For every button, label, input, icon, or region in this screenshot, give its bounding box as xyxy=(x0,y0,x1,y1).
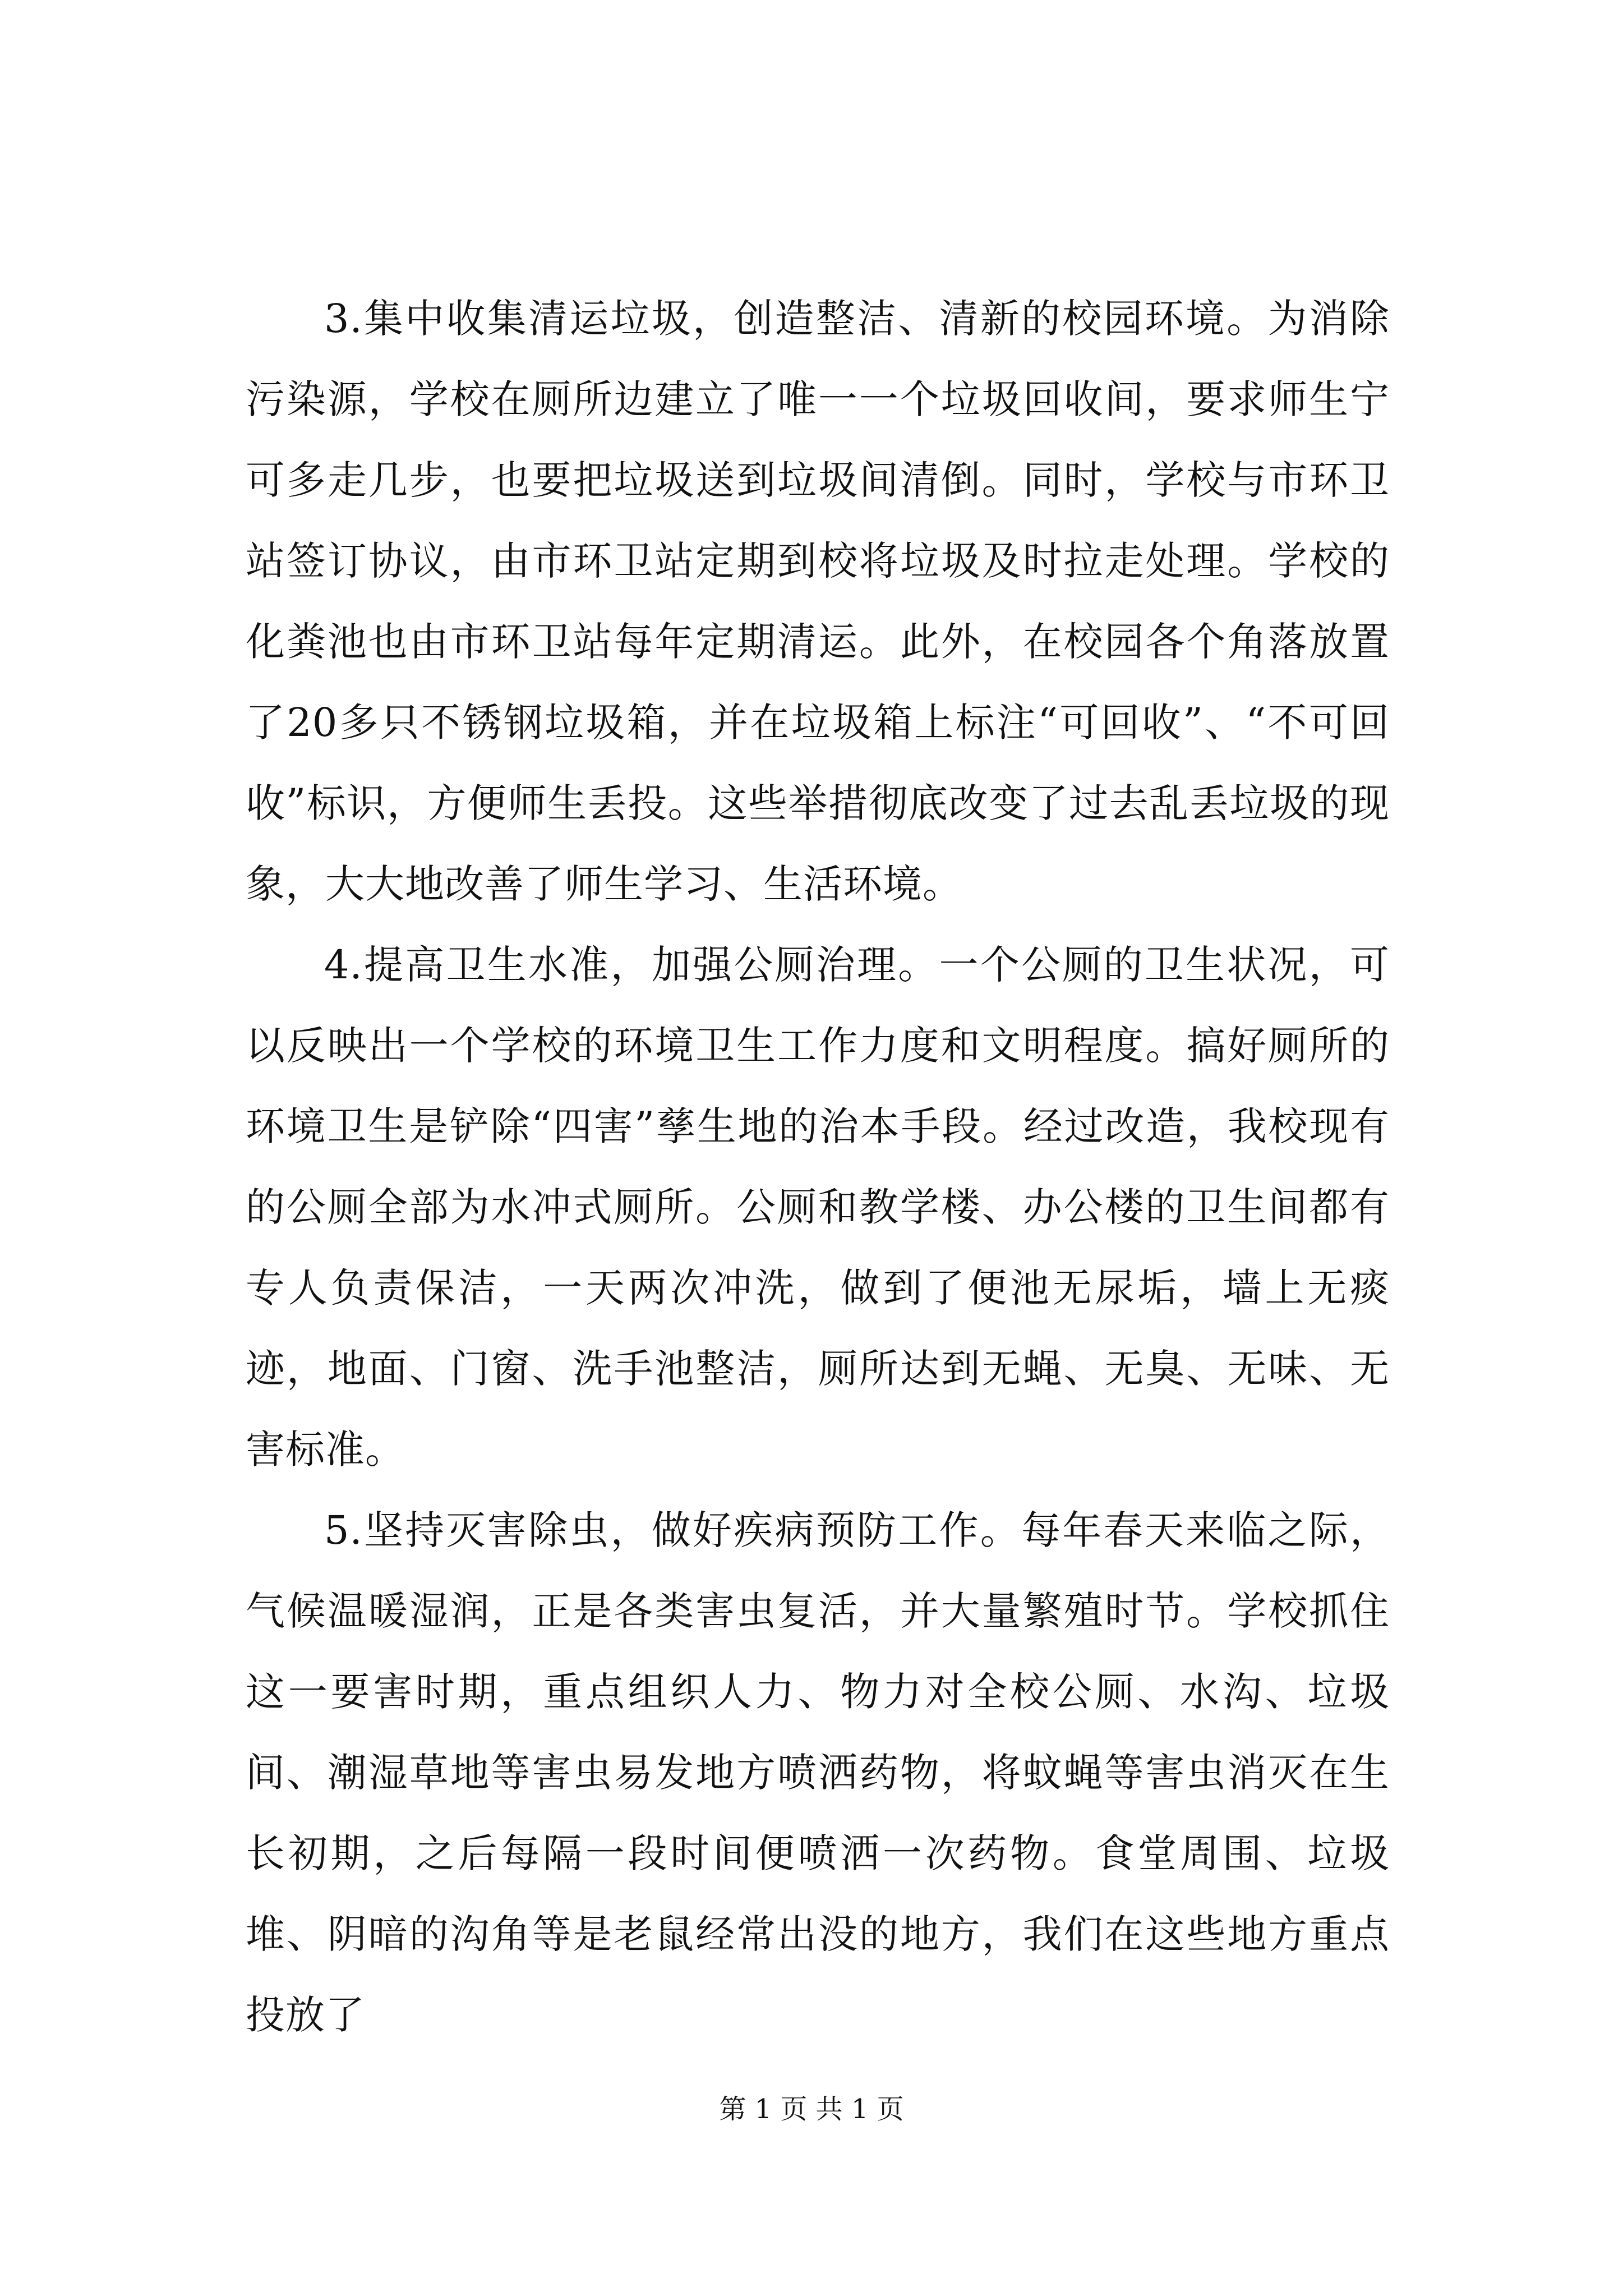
paragraph-sanitation-waste: 3.集中收集清运垃圾，创造整洁、清新的校园环境。为消除污染源，学校在厕所边建立了唯一一个垃圾回收间，要求师生宁可多走几步，也要把垃圾送到垃圾间清倒。同时，学校与市环卫站签订协议，由市环卫站定期到校将垃圾及时拉走处理。学校的化粪池也由市环卫站每年定期清运。此外，在校园各个角落放置了20多只不锈钢垃圾箱，并在垃圾箱上标注“可回收”、“不可回收”标识，方便师生丢投。这些举措彻底改变了过去乱丢垃圾的现象，大大地改善了师生学习、生活环境。 xyxy=(246,296,1390,907)
paragraph-toilet-management: 4.提高卫生水准，加强公厕治理。一个公厕的卫生状况，可以反映出一个学校的环境卫生工作力度和文明程度。搞好厕所的环境卫生是铲除“四害”孳生地的治本手段。经过改造，我校现有的公厕全部为水冲式厕所。公厕和教学楼、办公楼的卫生间都有专人负责保洁，一天两次冲洗，做到了便池无尿垢，墙上无痰迹，地面、门窗、洗手池整洁，厕所达到无蝇、无臭、无味、无害标准。 xyxy=(246,942,1390,1473)
document-body xyxy=(246,278,1390,2055)
paragraph-pest-control: 5.坚持灭害除虫，做好疾病预防工作。每年春天来临之际，气候温暖湿润，正是各类害虫复活，并大量繁殖时节。学校抓住这一要害时期，重点组织人力、物力对全校公厕、水沟、垃圾间、潮湿草地等害虫易发地方喷洒药物，将蚊蝇等害虫消灭在生长初期，之后每隔一段时间便喷洒一次药物。食堂周围、垃圾堆、阴暗的沟角等是老鼠经常出没的地方，我们在这些地方重点投放了 xyxy=(246,1507,1390,2038)
page-number-footer: 第 1 页 共 1 页 xyxy=(719,2093,904,2125)
